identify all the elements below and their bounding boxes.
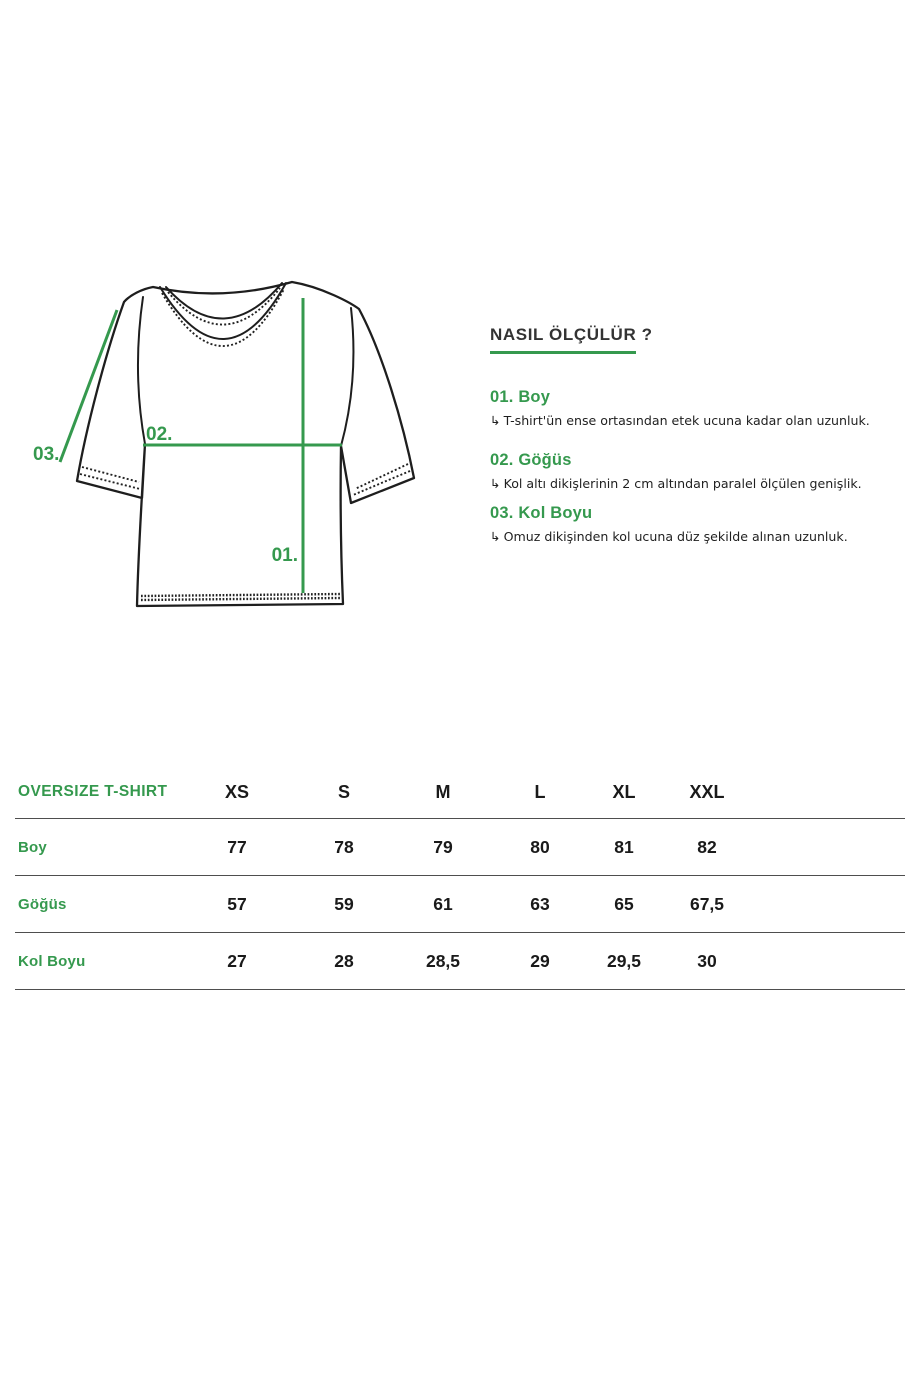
value-cell: 28	[334, 950, 354, 971]
measure-heading: 02. Göğüs	[490, 451, 572, 469]
description-text: Omuz dikişinden kol ucuna düz şekilde alınan uzunluk.	[503, 529, 848, 544]
row-label: Göğüs	[18, 895, 67, 913]
size-header-l: L	[534, 781, 546, 802]
measure-heading: 01. Boy	[490, 388, 551, 406]
size-header-xs: XS	[224, 781, 249, 802]
measure-label-03: 03.	[33, 444, 60, 465]
value-cell: 63	[530, 893, 550, 914]
table-row	[15, 932, 905, 990]
arrow-icon: ↳	[490, 529, 501, 544]
value-cell: 59	[334, 893, 354, 914]
size-table	[15, 766, 905, 990]
measure-description	[490, 414, 900, 428]
table-row	[15, 818, 905, 875]
size-header-s: S	[337, 781, 350, 802]
measure-section-chest	[490, 452, 900, 491]
table-header-row	[15, 766, 905, 818]
value-cell: 29,5	[606, 950, 642, 971]
value-cell: 27	[227, 950, 247, 971]
value-cell: 29	[530, 950, 550, 971]
value-cell: 61	[433, 893, 453, 914]
value-cell: 28,5	[425, 950, 461, 971]
measure-description	[490, 477, 900, 491]
size-header-xl: XL	[612, 781, 636, 802]
how-to-measure-panel	[490, 326, 653, 354]
arrow-icon: ↳	[490, 476, 501, 491]
value-cell: 57	[227, 893, 247, 914]
tshirt-diagram	[20, 260, 460, 640]
value-cell: 65	[614, 893, 634, 914]
size-header-xxl: XXL	[689, 781, 725, 802]
measure-section-length	[490, 389, 900, 428]
value-cell: 78	[334, 836, 354, 857]
value-cell: 79	[433, 836, 453, 857]
arrow-icon: ↳	[490, 413, 501, 428]
measure-label-02: 02.	[146, 424, 173, 445]
row-label: Boy	[18, 838, 47, 856]
size-header-m: M	[435, 781, 451, 802]
title-underline	[490, 351, 636, 354]
howto-title: NASIL ÖLÇÜLÜR ?	[490, 325, 653, 344]
measure-section-sleeve	[490, 505, 900, 544]
product-label: OVERSIZE T-SHIRT	[18, 783, 168, 800]
measure-label-01: 01.	[271, 545, 298, 566]
value-cell: 30	[697, 950, 717, 971]
description-text: Kol altı dikişlerinin 2 cm altından paralel ölçülen genişlik.	[503, 476, 862, 491]
value-cell: 80	[530, 836, 550, 857]
value-cell: 81	[614, 836, 634, 857]
value-cell: 77	[227, 836, 247, 857]
measure-heading: 03. Kol Boyu	[490, 504, 593, 522]
description-text: T-shirt'ün ense ortasından etek ucuna kadar olan uzunluk.	[503, 413, 870, 428]
measure-description	[490, 530, 900, 544]
value-cell: 82	[697, 836, 717, 857]
row-label: Kol Boyu	[18, 952, 86, 970]
table-row	[15, 875, 905, 932]
value-cell: 67,5	[689, 893, 725, 914]
